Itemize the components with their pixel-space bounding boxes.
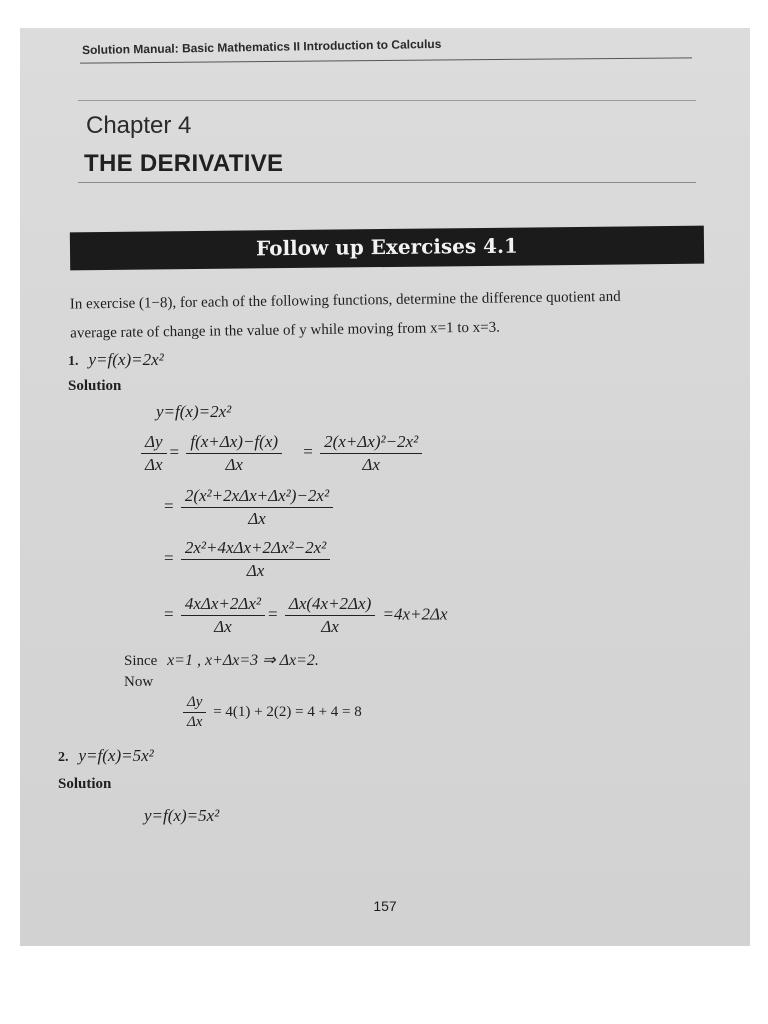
- dq-substituted: [320, 432, 422, 475]
- step-3-fraction: [181, 538, 330, 581]
- since-math: x=1 , x+Δx=3 ⇒ Δx=2.: [167, 652, 319, 669]
- final-numerator: Δy: [183, 694, 206, 713]
- dq-sub-denominator: Δx: [362, 455, 380, 474]
- exercise-1-solution-label: Solution: [68, 378, 122, 394]
- intro-line-1: In exercise (1−8), for each of the following functions, determine the difference quotient and: [69, 288, 621, 313]
- since-word: Since: [124, 653, 158, 669]
- exercise-2-number: 2.: [58, 750, 69, 765]
- dq-def-denominator: Δx: [225, 455, 243, 474]
- step-4-row: = $\frac{\text{4xΔx+2Δx²}}{\Delta x}$ = $\frac{\Delta x(4x+2\Delta x)}{\Delta x}$ =4x+2Δx: [164, 594, 448, 636]
- page-number: 157: [373, 898, 397, 914]
- dq-definition: [186, 432, 282, 475]
- exercise-2-function: y=f(x)=5x²: [78, 746, 154, 765]
- running-header: Solution Manual: Basic Mathematics II Introduction to Calculus: [81, 36, 442, 58]
- section-title: Follow up Exercises 4.1: [255, 233, 519, 261]
- step-2-fraction: [181, 486, 333, 529]
- step-3-row: = $\frac{\text{2x²+4xΔx+2Δx²−2x²}}{\Delta x}$: [164, 538, 333, 581]
- final-denominator: Δx: [187, 714, 203, 730]
- step-3-denominator: Δx: [246, 561, 265, 580]
- intro-paragraph: [70, 281, 721, 348]
- final-rhs: = 4(1) + 2(2) = 4 + 4 = 8: [213, 703, 362, 720]
- step-4b-numerator: Δx(4x+2Δx): [285, 594, 375, 616]
- exercise-2-solution-label: Solution: [58, 776, 112, 792]
- difference-quotient-row: $\frac{\Delta y}{\Delta x}$ = $\frac{f(x+\Delta x)-f(x)}{\Delta x}$ = $\frac{\text{2(x+Δx)²−2x²}}{\Delta x}$: [138, 432, 425, 475]
- step-2-denominator: Δx: [248, 509, 266, 528]
- chapter-title: THE DERIVATIVE: [84, 150, 284, 177]
- step-4a-fraction: [181, 594, 265, 637]
- dq-lhs-numerator: Δy: [141, 432, 167, 454]
- section-banner: [70, 226, 704, 271]
- now-label: Now: [124, 674, 154, 690]
- document-page: [20, 28, 750, 946]
- exercise-1-heading: [68, 350, 164, 370]
- step-4b-denominator: Δx: [321, 617, 339, 636]
- final-fraction: [183, 694, 206, 731]
- exercise-1-function: y=f(x)=2x²: [88, 350, 164, 369]
- header-rule: [80, 57, 692, 63]
- chapter-label: Chapter 4: [86, 112, 192, 139]
- step-4a-denominator: Δx: [214, 617, 232, 636]
- exercise-2-heading: [58, 746, 154, 766]
- dq-sub-numerator: 2(x+Δx)²−2x²: [320, 432, 422, 454]
- chapter-divider: [78, 182, 696, 183]
- step-4b-fraction: [285, 594, 375, 637]
- step-4-result: =4x+2Δx: [382, 604, 448, 624]
- step-4a-numerator: 4xΔx+2Δx²: [181, 594, 265, 616]
- step-3-numerator: 2x²+4xΔx+2Δx²−2x²: [181, 538, 330, 560]
- dq-lhs: [141, 432, 167, 475]
- step-2-numerator: 2(x²+2xΔx+Δx²)−2x²: [181, 486, 333, 508]
- dq-lhs-denominator: Δx: [145, 455, 163, 474]
- intro-line-2: average rate of change in the value of y while moving from x=1 to x=3.: [70, 319, 501, 342]
- final-result-row: [180, 694, 362, 731]
- exercise-1-number: 1.: [68, 354, 79, 369]
- step-2-row: = $\frac{\text{2(x²+2xΔx+Δx²)−2x²}}{\Delta x}$: [164, 486, 336, 529]
- exercise-1-eq1: y=f(x)=2x²: [156, 402, 232, 421]
- dq-def-numerator: f(x+Δx)−f(x): [186, 432, 282, 454]
- since-line: [124, 650, 319, 670]
- exercise-2-eq1: y=f(x)=5x²: [144, 806, 220, 825]
